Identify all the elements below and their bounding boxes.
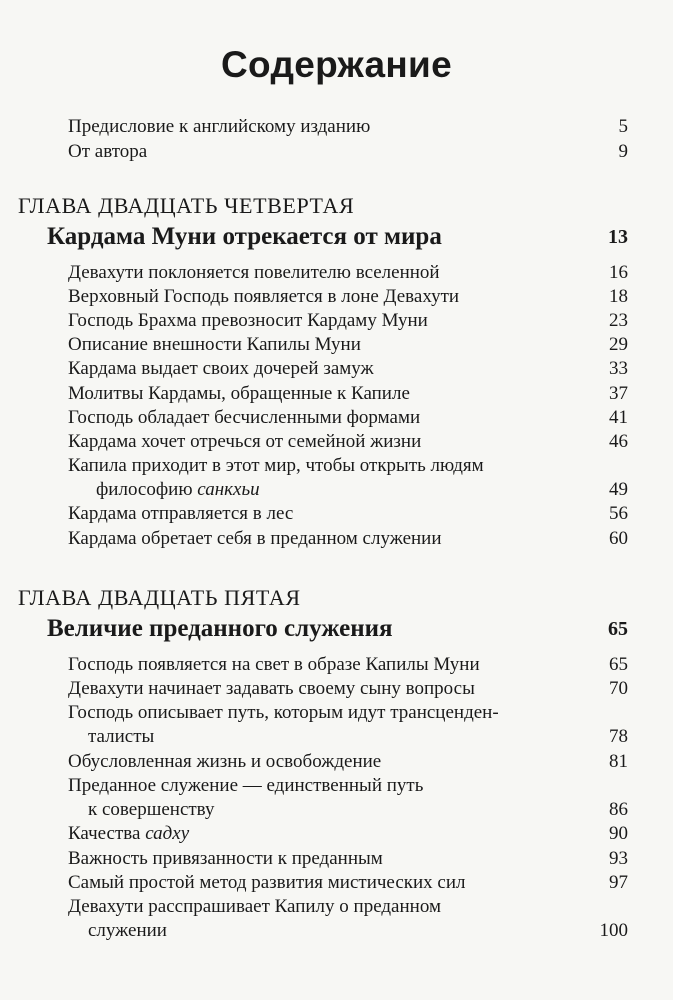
toc-entry (68, 454, 628, 478)
entry-page: 70 (609, 678, 628, 699)
entry-page: 86 (609, 799, 628, 820)
entry-page: 37 (609, 383, 628, 404)
entry-page: 46 (609, 431, 628, 452)
chapter-title (47, 222, 628, 252)
toc-entry (68, 822, 628, 846)
entry-page: 16 (609, 262, 628, 283)
entry-title: Господь Брахма превозносит Кардаму Муни (68, 310, 428, 331)
entry-page: 18 (609, 286, 628, 307)
entry-title-em: санкхьи (197, 479, 260, 500)
toc-entry (68, 871, 628, 895)
entry-title: Описание внешности Капилы Муни (68, 334, 361, 355)
entry-page: 65 (609, 654, 628, 675)
toc-entry (68, 798, 628, 822)
toc-entry (68, 478, 628, 502)
entry-title: Преданное служение — единственный путь (68, 775, 424, 796)
chapter-title (47, 614, 628, 644)
entry-page: 100 (599, 920, 628, 941)
toc-entry (68, 677, 628, 701)
toc-entry (68, 725, 628, 749)
entry-title (96, 478, 260, 502)
entry-title: Господь обладает бесчисленными формами (68, 407, 421, 428)
entry-title: Девахути расспрашивает Капилу о преданном (68, 896, 441, 917)
entry-page: 81 (609, 751, 628, 772)
toc-entry (68, 382, 628, 406)
entry-page: 90 (609, 823, 628, 844)
entry-page: 5 (618, 116, 628, 137)
entry-page: 9 (618, 141, 628, 162)
entry-title: Капила приходит в этот мир, чтобы открыть людям (68, 455, 484, 476)
entry-title: Девахути начинает задавать своему сыну вопросы (68, 678, 475, 699)
entry-title: Обусловленная жизнь и освобождение (68, 751, 382, 772)
entry-title-em: садху (145, 823, 190, 844)
entry-title: Господь описывает путь, которым идут трансценден- (68, 702, 499, 723)
entry-title: Молитвы Кардамы, обращенные к Капиле (68, 383, 410, 404)
chapter-label: ГЛАВА ДВАДЦАТЬ ПЯТАЯ (18, 585, 301, 610)
toc-entry (68, 774, 628, 798)
entry-title: Предисловие к английскому изданию (68, 116, 371, 137)
entry-page: 60 (609, 528, 628, 549)
entry-page: 93 (609, 848, 628, 869)
entry-title-pre: Качества (68, 823, 146, 844)
page-title: Содержание (221, 44, 452, 85)
toc-entry (68, 261, 628, 285)
entry-title: к совершенству (88, 799, 215, 820)
entry-page: 33 (609, 358, 628, 379)
entry-title: служении (88, 920, 167, 941)
toc-entry (68, 309, 628, 333)
entry-page: 97 (609, 872, 628, 893)
toc-entry (68, 502, 628, 526)
entry-title: Кардама обретает себя в преданном служении (68, 528, 442, 549)
toc-entry (68, 406, 628, 430)
entry-title: Верховный Господь появляется в лоне Девахути (68, 286, 460, 307)
chapter-title-text: Величие преданного служения (47, 615, 393, 642)
entry-title: Господь появляется на свет в образе Капилы Муни (68, 654, 480, 675)
entry-title-pre: философию (96, 479, 198, 500)
toc-entry (68, 115, 628, 139)
entry-title: Кардама хочет отречься от семейной жизни (68, 431, 422, 452)
toc-entry (68, 919, 628, 943)
entry-page: 49 (609, 479, 628, 500)
toc-entry (68, 750, 628, 774)
entry-page: 29 (609, 334, 628, 355)
toc-entry (68, 895, 628, 919)
toc-entry (68, 847, 628, 871)
toc-entry (68, 653, 628, 677)
entry-title: Девахути поклоняется повелителю вселенной (68, 262, 440, 283)
toc-entry (68, 285, 628, 309)
toc-entry (68, 527, 628, 551)
entry-title (68, 822, 189, 846)
entry-page: 56 (609, 503, 628, 524)
entry-title: Важность привязанности к преданным (68, 848, 383, 869)
chapter-label: ГЛАВА ДВАДЦАТЬ ЧЕТВЕРТАЯ (18, 193, 355, 218)
entry-page: 23 (609, 310, 628, 331)
entry-page: 78 (609, 726, 628, 747)
chapter-title-text: Кардама Муни отрекается от мира (47, 223, 442, 250)
chapter-page: 13 (608, 226, 628, 248)
entry-title: От автора (68, 141, 148, 162)
toc-entry (68, 140, 628, 164)
toc-entry (68, 333, 628, 357)
entry-title: талисты (88, 726, 155, 747)
entry-title: Самый простой метод развития мистических сил (68, 872, 466, 893)
entry-title: Кардама выдает своих дочерей замуж (68, 358, 374, 379)
toc-entry (68, 430, 628, 454)
toc-entry (68, 357, 628, 381)
toc-entry (68, 701, 628, 725)
entry-page: 41 (609, 407, 628, 428)
chapter-page: 65 (608, 618, 628, 640)
entry-title: Кардама отправляется в лес (68, 503, 294, 524)
